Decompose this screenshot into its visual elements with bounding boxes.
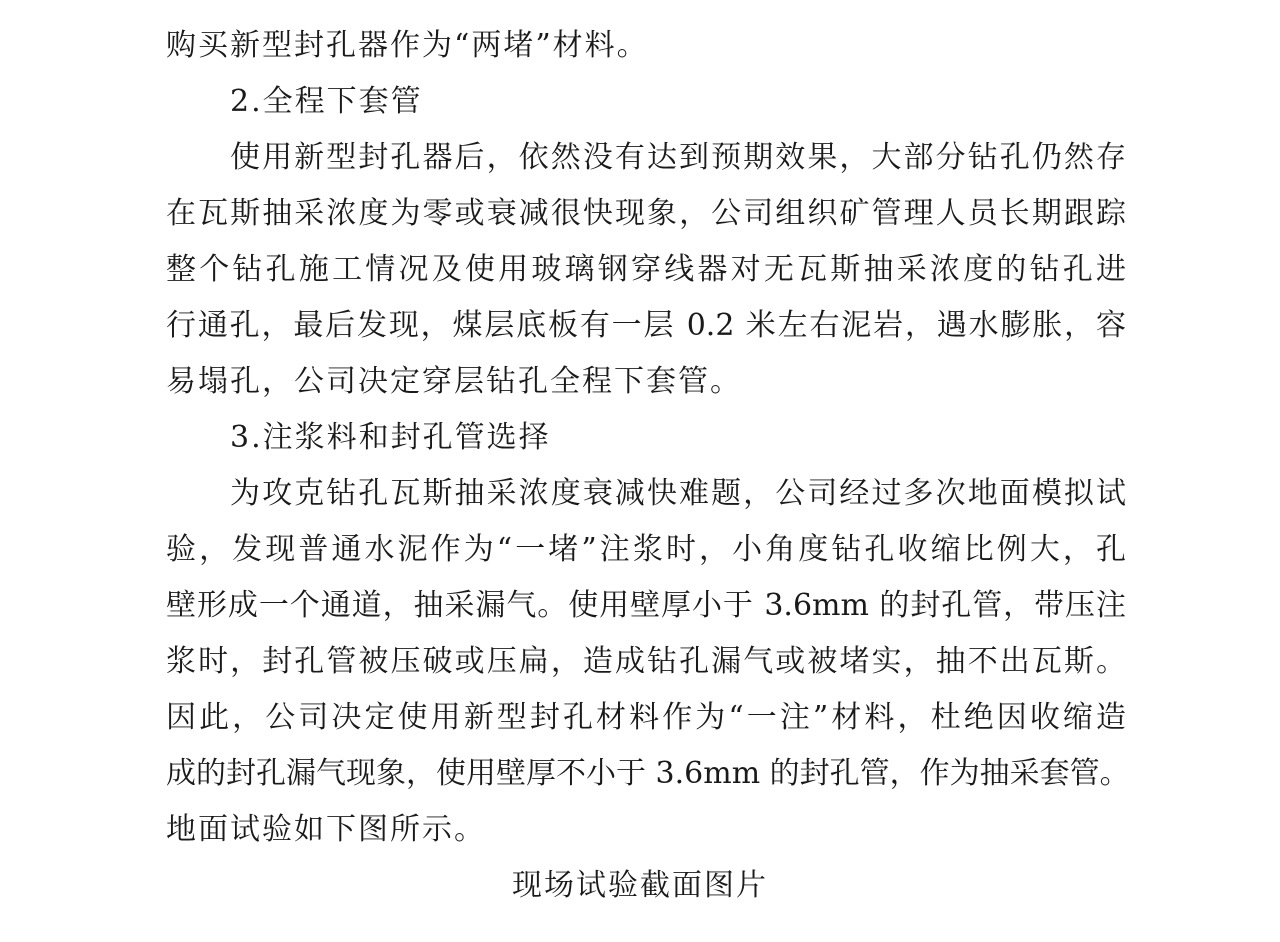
section-heading: 2.全程下套管 [230, 84, 423, 119]
paragraph-line: 行通孔，最后发现，煤层底板有一层 0.2 米左右泥岩，遇水膨胀，容 [166, 308, 1126, 343]
paragraph-line: 购买新型封孔器作为“两堵”材料。 [166, 28, 649, 63]
figure-caption: 现场试验截面图片 [512, 868, 768, 903]
paragraph-line: 在瓦斯抽采浓度为零或衰减很快现象，公司组织矿管理人员长期跟踪 [166, 196, 1126, 231]
paragraph-line: 成的封孔漏气现象，使用壁厚不小于 3.6mm 的封孔管，作为抽采套管。 [166, 756, 1130, 791]
section-heading: 3.注浆料和封孔管选择 [230, 420, 551, 455]
paragraph-line: 验，发现普通水泥作为“一堵”注浆时，小角度钻孔收缩比例大，孔 [166, 532, 1126, 567]
paragraph-line: 因此，公司决定使用新型封孔材料作为“一注”材料，杜绝因收缩造 [166, 700, 1126, 735]
paragraph-line: 壁形成一个通道，抽采漏气。使用壁厚小于 3.6mm 的封孔管，带压注 [166, 588, 1126, 623]
paragraph-line: 使用新型封孔器后，依然没有达到预期效果，大部分钻孔仍然存 [230, 140, 1126, 175]
paragraph-line: 浆时，封孔管被压破或压扁，造成钻孔漏气或被堵实，抽不出瓦斯。 [166, 644, 1126, 679]
paragraph-line: 易塌孔，公司决定穿层钻孔全程下套管。 [166, 364, 742, 399]
paragraph-line: 整个钻孔施工情况及使用玻璃钢穿线器对无瓦斯抽采浓度的钻孔进 [166, 252, 1126, 287]
paragraph-line: 为攻克钻孔瓦斯抽采浓度衰减快难题，公司经过多次地面模拟试 [230, 476, 1126, 511]
paragraph-line: 地面试验如下图所示。 [166, 812, 486, 847]
